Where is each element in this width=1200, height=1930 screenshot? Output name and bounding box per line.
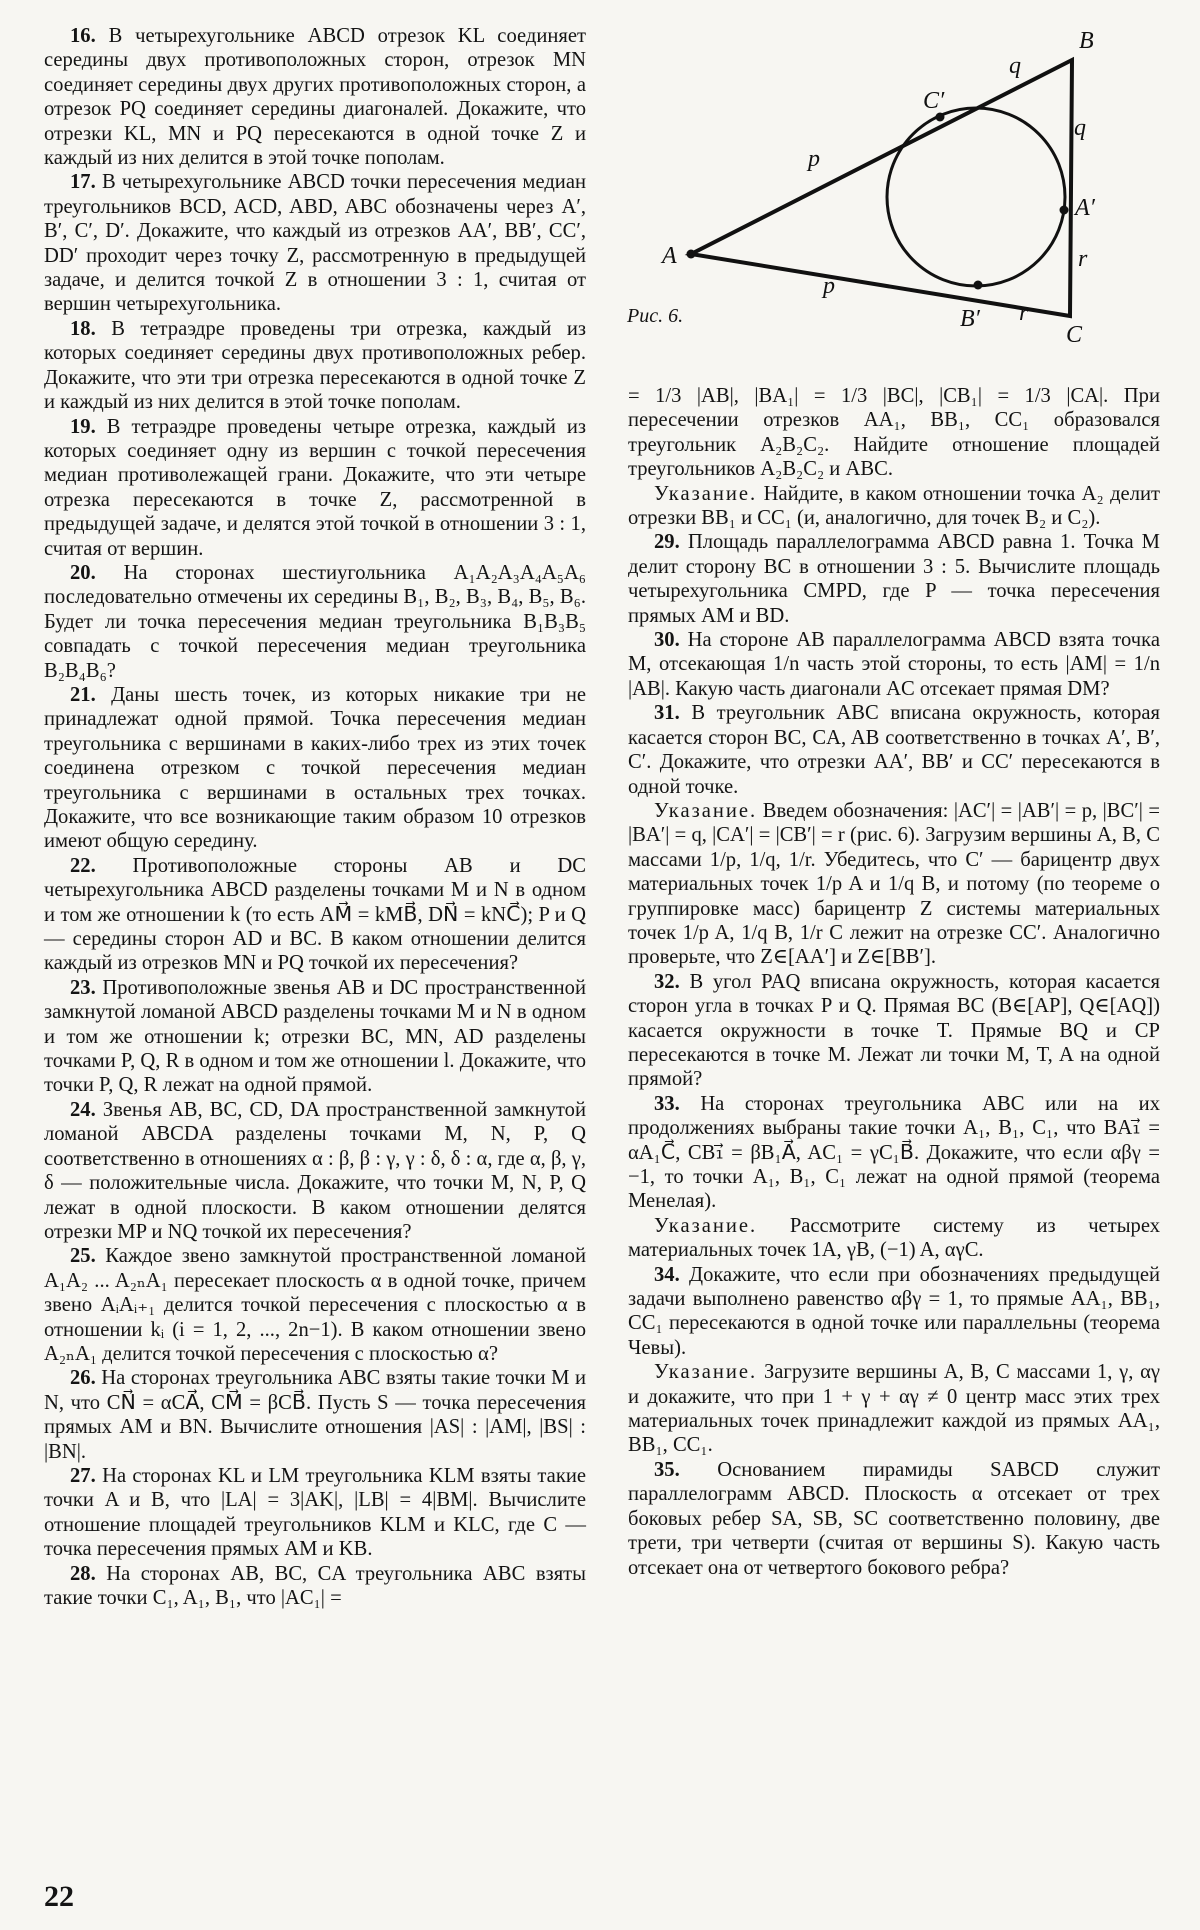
hint-label: Указание.: [654, 1214, 758, 1237]
problem-31: [628, 701, 1160, 799]
problem-22: [44, 854, 586, 976]
problem-text: = 1/3 |AB|, |BA₁| = 1/3 |BC|, |CB₁| = 1/3 |CA|. При пересечении отрезков AA₁, BB₁, CC₁ образовался треугольник A₂B₂C₂. Найдите отношение площадей треугольников A₂B₂C₂ и ABC.: [628, 385, 1160, 481]
problem-text: На сторонах шестиугольника A₁A₂A₃A₄A₅A₆ последовательно отмечены их середины B₁, B₂, B₃, B₄, B₅, B₆. Будет ли точка пересечения медиан треугольника B₁B₃B₅ совпадать с точкой пересечения медиан треугольника B₂B₄B₆?: [44, 561, 586, 682]
problem-23: [44, 976, 586, 1098]
problem-text: На сторонах KL и LM треугольника KLM взяты такие точки A и B, что |LA| = 3|AK|, |LB| = 4|BM|. Вычислите отношение площадей треугольников KLM и KLC, где C — точка пересечения прямых AM и KB.: [44, 1464, 586, 1561]
problem-number: 28.: [70, 1562, 96, 1585]
label-q-upper: q: [1009, 53, 1021, 79]
inscribed-circle: [887, 108, 1065, 286]
problem-30: [628, 628, 1160, 701]
hint-text: Введем обозначения: |AC′| = |AB′| = p, |BC′| = |BA′| = q, |CA′| = |CB′| = r (рис. 6). Загрузим вершины A, B, C массами 1/p, 1/q, 1/r. Убедитесь, что C′ — барицентр двух материальных точек 1/p A и 1/q B, и потому (по теореме о группировке масс) барицентр Z системы материальных точек 1/p A, 1/q B, 1/r C лежит на отрезке CC′. Аналогично проверьте, что Z∈[AA′] и Z∈[BB′].: [628, 799, 1160, 969]
problem-text: В треугольник ABC вписана окружность, которая касается сторон BC, CA, AB соответственно в точках A′, B′, C′. Докажите, что отрезки AA′, BB′ и CC′ пересекаются в одной точке.: [628, 702, 1160, 798]
label-r-lower: r: [1019, 300, 1029, 326]
problem-text: На сторонах AB, BC, CA треугольника ABC взяты такие точки C₁, A₁, B₁, что |AC₁| =: [44, 1562, 586, 1609]
label-p-upper: p: [808, 146, 820, 172]
problem-text: Противоположные звенья AB и DC пространственной замкнутой ломаной ABCD разделены точками M и N в одном и том же отношении k; отрезки BC, MN, AD разделены точками P, Q, R в одном и том же отношении l. Докажите, что точки P, Q, R лежат на одной прямой.: [44, 976, 586, 1097]
tangent-a-prime-dot: [1060, 206, 1069, 215]
problem-text: На сторонах треугольника ABC или на их продолжениях выбраны такие точки A₁, B₁, C₁, что BA₁⃗ = αA₁C⃗, CB₁⃗ = βB₁A⃗, AC₁ = γC₁B⃗. Докажите, что если αβγ = −1, то точки A₁, B₁, C₁ лежат на одной прямой (теорема Менелая).: [628, 1092, 1160, 1213]
label-a-prime: A′: [1075, 195, 1095, 221]
problem-number: 29.: [654, 531, 680, 554]
problem-number: 33.: [654, 1092, 680, 1115]
problem-number: 26.: [70, 1367, 96, 1390]
problem-32: [628, 970, 1160, 1092]
problem-27: [44, 1464, 586, 1562]
problem-text: Основанием пирамиды SABCD служит параллелограмм ABCD. Плоскость α отсекает от трех боковых ребер SA, SB, SC соответственно половину, две трети, три четверти (считая от вершины S). Какую часть отсекает она от четвертого бокового ребра?: [628, 1458, 1160, 1579]
problem-text: В угол PAQ вписана окружность, которая касается сторон угла в точках P и Q. Прямая BC (B∈[AP], Q∈[AQ]) касается окружности в точке T. Прямые BQ и CP пересекаются в точке M. Лежат ли точки M, T, A на одной прямой?: [628, 970, 1161, 1091]
problem-number: 35.: [654, 1458, 680, 1481]
problem-number: 20.: [70, 561, 96, 584]
label-c: C: [1066, 322, 1083, 348]
problem-text: Докажите, что если при обозначениях предыдущей задачи выполнено равенство αβγ = 1, то прямые AA₁, BB₁, CC₁ пересекаются в одной точке или параллельны (теорема Чевы).: [628, 1263, 1160, 1359]
right-column: [628, 384, 1160, 1580]
hint-text: Рассмотрите систему из четырех материальных точек 1A, γB, (−1) A, αγC.: [628, 1214, 1160, 1262]
problem-25: [44, 1244, 586, 1366]
problem-text: Звенья AB, BC, CD, DA пространственной замкнутой ломаной ABCDA разделены точками M, N, P, Q соответственно в отношениях α : β, β : γ, γ : δ, δ : α, где α, β, γ, δ — положительные числа. Докажите, что точки M, N, P, Q лежат в одной плоскости. В каком отношении делятся отрезки MP и NQ точкой их пересечения?: [44, 1098, 586, 1243]
hint-text: Найдите, в каком отношении точка A₂ делит отрезки BB₁ и CC₁ (и, аналогично, для точек B₂ и C₂).: [628, 482, 1160, 530]
hint-text: Загрузите вершины A, B, C массами 1, γ, αγ и докажите, что при 1 + γ + αγ ≠ 0 центр масс этих трех материальных точек принадлежит каждой из прямых AA₁, BB₁, CC₁.: [628, 1361, 1161, 1457]
left-column: [44, 24, 586, 1610]
problem-text: В четырехугольнике ABCD точки пересечения медиан треугольников BCD, ACD, ABD, ABC обозначены через A′, B′, C′, D′. Докажите, что каждый из отрезков AA′, BB′, CC′, DD′ проходит через точку Z, рассмотренную в предыдущей задаче, и делится точкой Z в отношении 3 : 1, считая от вершин четырехугольника.: [44, 171, 586, 316]
problem-28: [44, 1562, 586, 1611]
problem-text: Площадь параллелограмма ABCD равна 1. Точка M делит сторону BC в отношении 3 : 5. Вычислите площадь четырехугольника CMPD, где P — точка пересечения прямых AM и BD.: [628, 531, 1160, 627]
problem-text: На стороне AB параллелограмма ABCD взята точка M, отсекающая 1/n часть этой стороны, то есть |AM| = 1/n |AB|. Какую часть диагонали AC отсекает прямая DM?: [628, 629, 1160, 700]
problem-24: [44, 1098, 586, 1244]
problem-17: [44, 170, 586, 316]
vertex-a-dot: [687, 250, 696, 259]
label-q-right: q: [1074, 115, 1086, 141]
hint-label: Указание.: [654, 1361, 758, 1384]
hint-label: Указание.: [654, 799, 758, 822]
label-c-prime: C′: [923, 88, 945, 114]
problem-number: 21.: [70, 683, 96, 706]
label-a: A: [662, 243, 677, 269]
problem-number: 24.: [70, 1098, 96, 1121]
hint-31: [628, 799, 1160, 970]
problem-number: 25.: [70, 1245, 96, 1268]
label-b: B: [1079, 28, 1094, 54]
problem-number: 34.: [654, 1263, 680, 1286]
problem-text: Противоположные стороны AB и DC четырехугольника ABCD разделены точками M и N в одном и том же отношении k (то есть AM⃗ = kMB⃗, DN⃗ = kNC⃗); P и Q — середины сторон AD и BC. В каком отношении делится каждый из отрезков MN и PQ точкой их пересечения?: [44, 854, 586, 975]
problem-21: [44, 683, 586, 854]
problem-number: 23.: [70, 976, 96, 999]
problem-34: [628, 1263, 1160, 1361]
problem-number: 31.: [654, 702, 680, 725]
problem-number: 18.: [70, 317, 96, 340]
problem-20: [44, 561, 586, 683]
problem-text: В тетраэдре проведены три отрезка, каждый из которых соединяет середины двух противоположных ребер. Докажите, что эти три отрезка пересекаются в одной точке Z и каждый из них делится в этой точке пополам.: [44, 317, 586, 414]
figure-6-incircle-diagram: [612, 14, 1192, 354]
problem-number: 32.: [654, 970, 680, 993]
page-number: 22: [44, 1880, 74, 1913]
problem-16: [44, 24, 586, 170]
label-b-prime: B′: [960, 306, 980, 332]
hint-34: [628, 1360, 1160, 1458]
problem-number: 17.: [70, 171, 96, 194]
problem-number: 30.: [654, 629, 680, 652]
label-r-right: r: [1078, 246, 1088, 272]
problem-text: На сторонах треугольника ABC взяты такие точки M и N, что CN⃗ = αCA⃗, CM⃗ = βCB⃗. Пусть S — точка пересечения прямых AM и BN. Вычислите отношения |AS| : |AM|, |BS| : |BN|.: [44, 1367, 586, 1463]
problem-29: [628, 530, 1160, 628]
hint-label: Указание.: [654, 482, 758, 505]
incircle-svg: [612, 14, 1192, 354]
problem-19: [44, 415, 586, 561]
problem-text: Каждое звено замкнутой пространственной ломаной A₁A₂ ... A₂ₙA₁ пересекает плоскость α в одной точке, причем звено AᵢAᵢ₊₁ делится точкой пересечения с плоскостью α в отношении kᵢ (i = 1, 2, ..., 2n−1). В каком отношении звено A₂ₙA₁ делится точкой пересечения с плоскостью α?: [44, 1245, 586, 1365]
problem-number: 16.: [70, 25, 96, 47]
problem-number: 27.: [70, 1464, 96, 1487]
problem-35: [628, 1458, 1160, 1580]
problem-18: [44, 317, 586, 415]
problem-33: [628, 1092, 1160, 1214]
label-p-lower: p: [823, 273, 835, 299]
problem-text: В тетраэдре проведены четыре отрезка, каждый из которых соединяет одну из вершин с точкой пересечения медиан противолежащей грани. Докажите, что эти четыре отрезка пересекаются в точке Z, рассмотренной в предыдущей задаче, и делятся этой точкой в отношении 3 : 1, считая от вершин.: [44, 415, 586, 560]
hint-28: [628, 482, 1160, 531]
problem-28-continued: [628, 384, 1160, 482]
problem-number: 22.: [70, 854, 96, 877]
figure-caption: Рис. 6.: [627, 305, 684, 327]
problem-text: Даны шесть точек, из которых никакие три не принадлежат одной прямой. Точка пересечения медиан треугольника с вершинами в каких-либо трех из этих точек соединена отрезком с точкой пересечения медиан треугольника с вершинами в остальных трех точках. Докажите, что все возникающие таким образом 10 отрезков имеют общую середину.: [44, 683, 587, 853]
problem-26: [44, 1366, 586, 1464]
problem-text: В четырехугольнике ABCD отрезок KL соединяет середины двух противоположных сторон, отрезок MN соединяет середины двух других противоположных сторон, а отрезок PQ соединяет середины диагоналей. Докажите, что отрезки KL, MN и PQ пересекаются в одной точке Z и каждый из них делится в этой точке пополам.: [44, 25, 586, 170]
hint-33: [628, 1214, 1160, 1263]
problem-number: 19.: [70, 415, 96, 438]
tangent-b-prime-dot: [974, 281, 983, 290]
